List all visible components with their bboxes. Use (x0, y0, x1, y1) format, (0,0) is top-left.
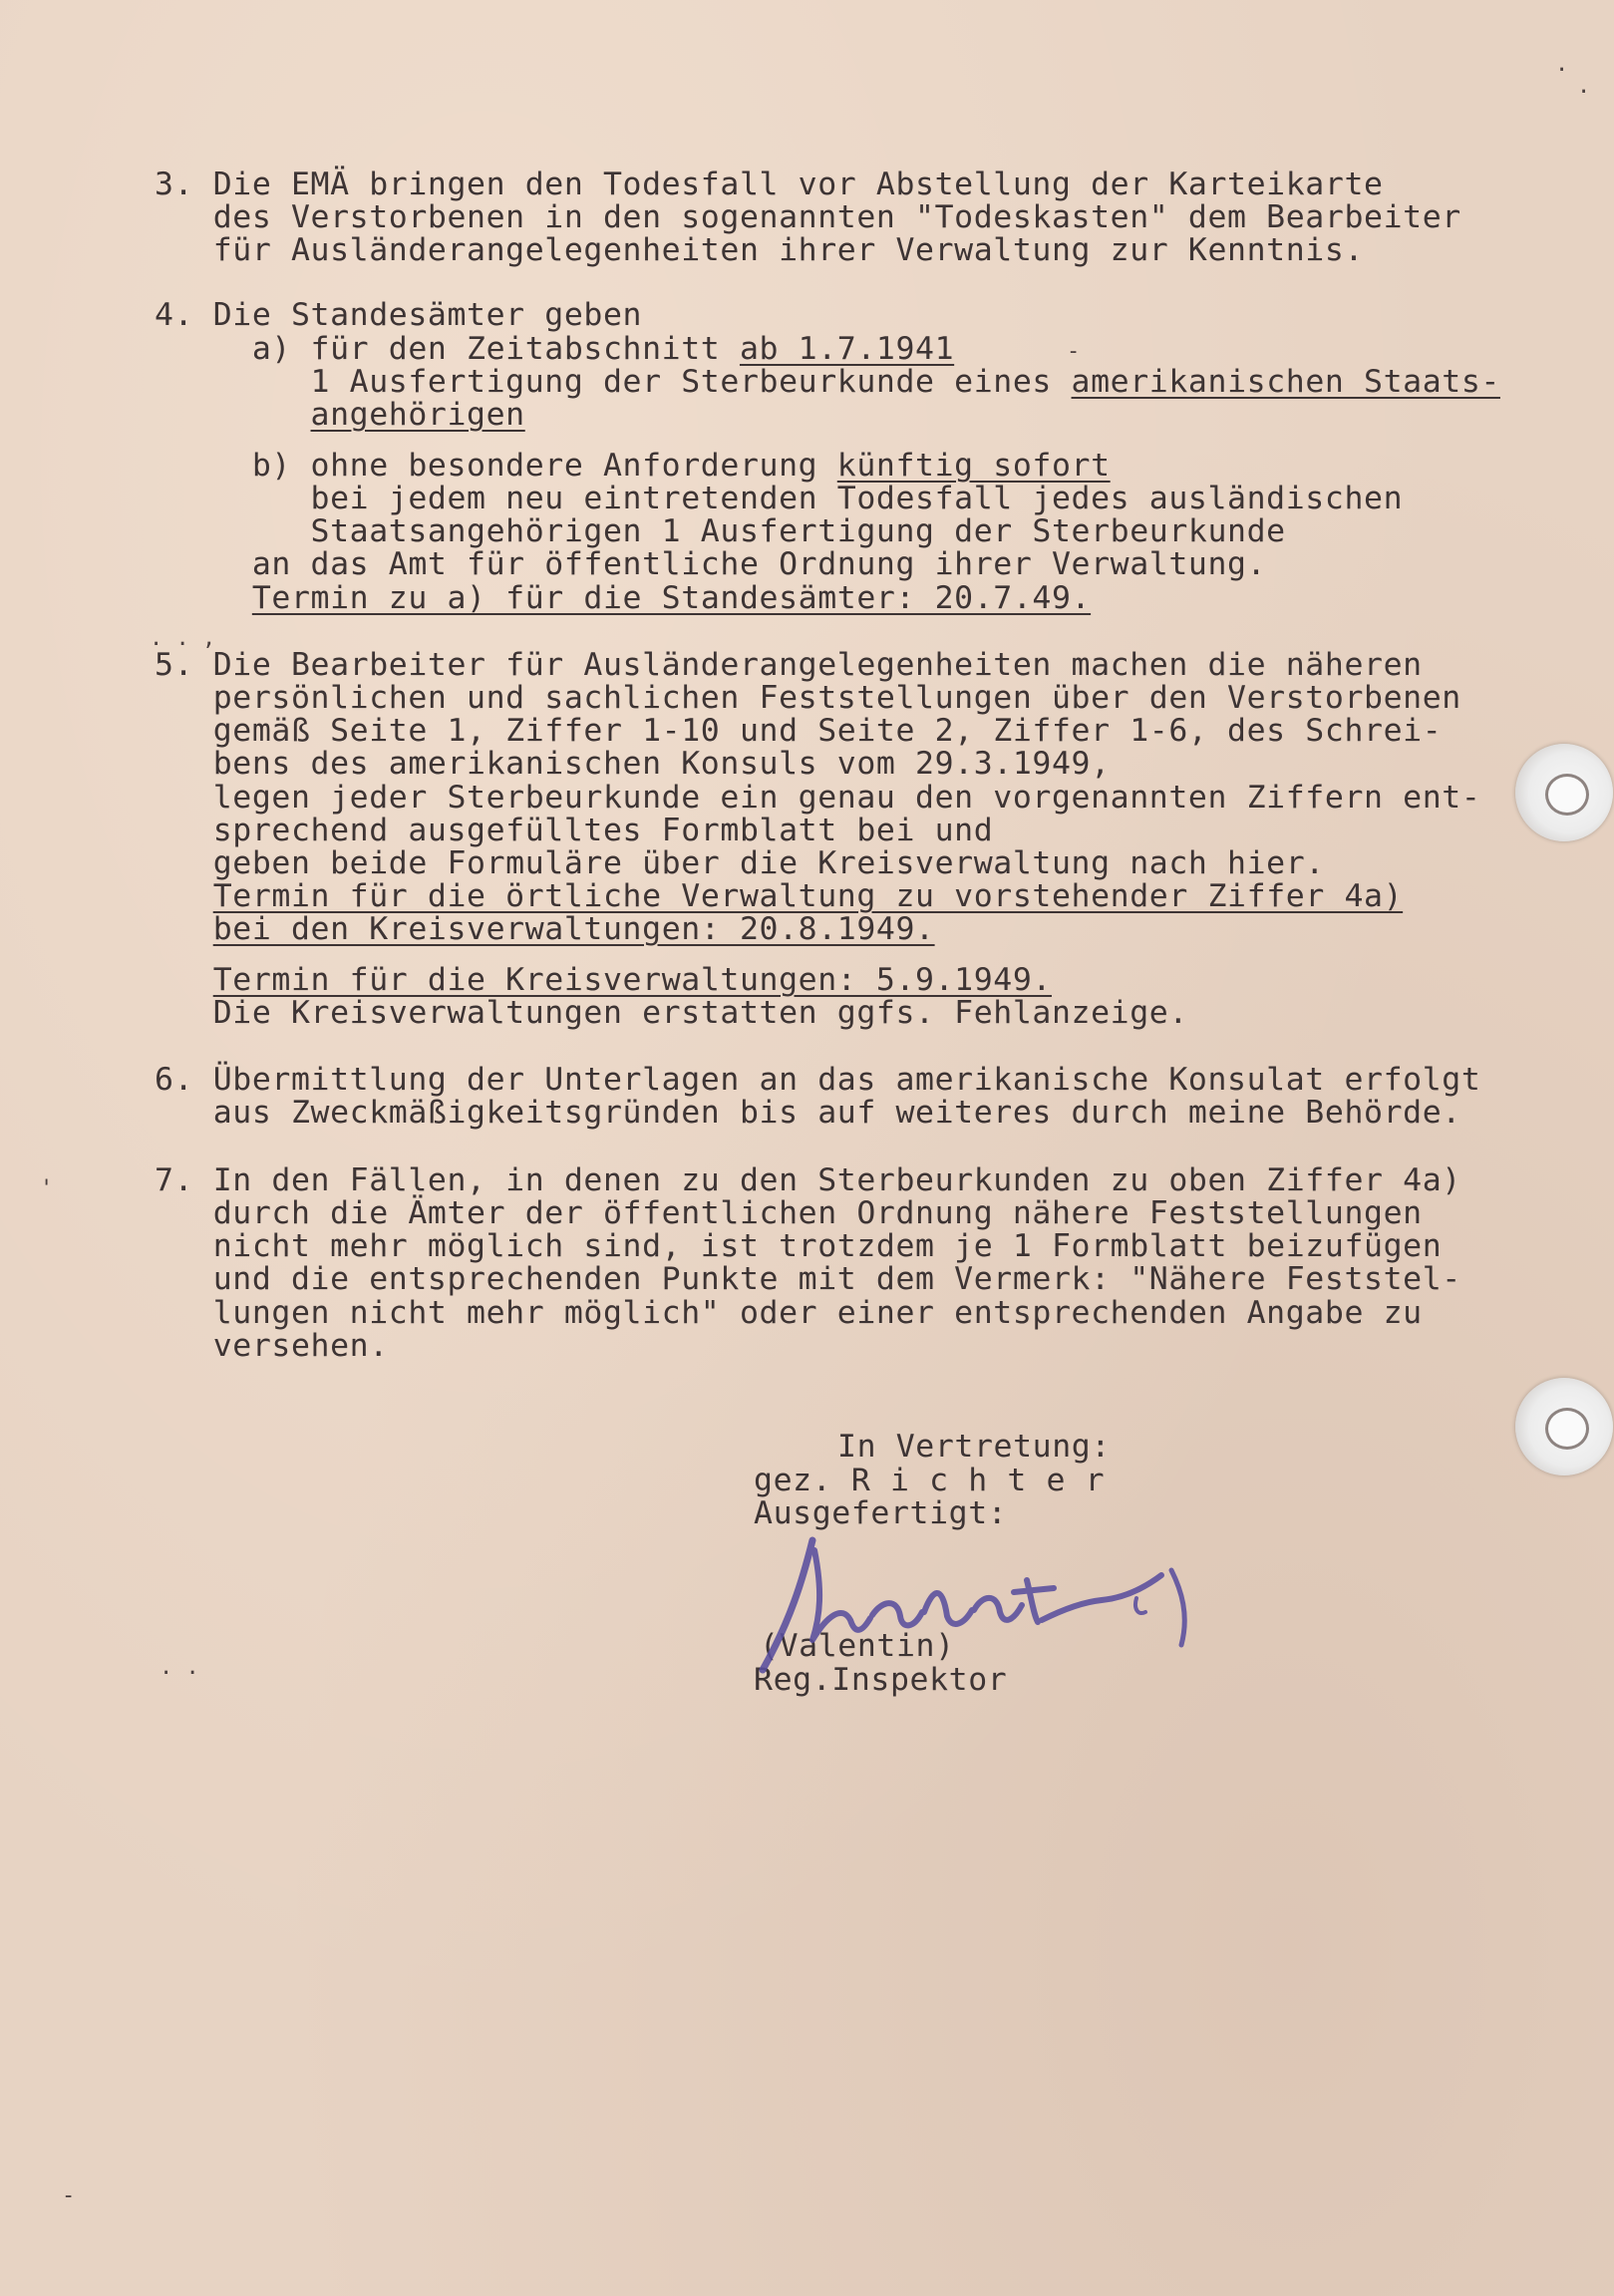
para-4-line-4 (155, 398, 525, 432)
para-4-date-range: ab 1.7.1941 (739, 331, 955, 367)
handwritten-signature (743, 1520, 1271, 1680)
para-5-line-1: 5. Die Bearbeiter für Ausländerangelegenheiten machen die näheren (155, 647, 1423, 683)
para-7-line-3: nicht mehr möglich sind, ist trotzdem je 1 Formblatt beizufügen (155, 1228, 1443, 1264)
para-5-line-11: Die Kreisverwaltungen erstatten ggfs. Fehlanzeige. (155, 995, 1188, 1031)
stray-mark: · (1555, 58, 1569, 83)
para-6-line-1: 6. Übermittlung der Unterlagen an das amerikanische Konsulat erfolgt (155, 1062, 1481, 1098)
closing-name: (Valentin) (760, 1628, 955, 1664)
para-4-item-a: a) für den Zeitabschnitt (155, 331, 740, 367)
para-4-line-3 (155, 365, 1500, 399)
para-5-line-5: legen jeder Sterbeurkunde ein genau den vorgenannten Ziffern ent- (155, 780, 1481, 816)
para-5-line-10 (155, 963, 1052, 997)
para-5-deadline-district-admin: Termin für die Kreisverwaltungen: 5.9.1949. (212, 962, 1052, 998)
para-7-line-4: und die entsprechenden Punkte mit dem Vermerk: "Nähere Feststel- (155, 1261, 1461, 1297)
para-4-line-7: Staatsangehörigen 1 Ausfertigung der Sterbeurkunde (155, 513, 1286, 549)
para-4-line-9 (155, 581, 1091, 615)
para-4-item-b: b) ohne besondere Anforderung (155, 448, 837, 484)
stray-mark: · (1577, 80, 1591, 105)
para-4-line-6: bei jedem neu eintretenden Todesfall jedes ausländischen (155, 481, 1404, 516)
para-4-line-5 (155, 449, 1111, 483)
stray-mark: - (62, 2183, 76, 2208)
para-4-line-2 (155, 332, 954, 366)
para-5-line-6: sprechend ausgefülltes Formblatt bei und (155, 813, 994, 848)
para-5-deadline-districts: bei den Kreisverwaltungen: 20.8.1949. (212, 911, 935, 947)
para-4-nationality-2: angehörigen (310, 397, 525, 433)
para-7-line-5: lungen nicht mehr möglich" oder einer entsprechenden Angabe zu (155, 1295, 1423, 1331)
closing-signed-by: gez. R i c h t e r (754, 1463, 1106, 1498)
para-5-line-8 (155, 879, 1403, 913)
para-3-line-2: des Verstorbenen in den sogenannten "Todeskasten" dem Bearbeiter (155, 199, 1461, 235)
para-7-line-6: versehen. (155, 1328, 389, 1364)
para-4-deadline: Termin zu a) für die Standesämter: 20.7.49. (251, 580, 1092, 616)
closing-issued: Ausgefertigt: (754, 1495, 1008, 1531)
closing-in-vertretung: In Vertretung: (837, 1429, 1111, 1465)
para-4-immediately: künftig sofort (836, 448, 1111, 484)
para-4-nationality-1: amerikanischen Staats- (1071, 364, 1500, 400)
punch-hole-upper (1515, 744, 1613, 841)
closing-title: Reg.Inspektor (754, 1662, 1008, 1698)
para-3-line-1: 3. Die EMÄ bringen den Todesfall vor Abstellung der Karteikarte (155, 166, 1384, 202)
para-7-line-2: durch die Ämter der öffentlichen Ordnung nähere Feststellungen (155, 1195, 1423, 1231)
para-5-line-3: gemäß Seite 1, Ziffer 1-10 und Seite 2, Ziffer 1-6, des Schrei- (155, 713, 1443, 749)
punch-hole-lower (1515, 1378, 1613, 1476)
stray-mark: - (1067, 339, 1081, 364)
stray-mark: . . , (150, 626, 216, 651)
para-4-line-1: 4. Die Standesämter geben (155, 297, 643, 333)
para-5-line-9 (155, 912, 935, 946)
stray-mark: ' (40, 1176, 54, 1201)
para-5-line-7: geben beide Formuläre über die Kreisverwaltung nach hier. (155, 845, 1325, 881)
para-3-line-3: für Ausländerangelegenheiten ihrer Verwaltung zur Kenntnis. (155, 232, 1365, 268)
para-5-deadline-local: Termin für die örtliche Verwaltung zu vorstehender Ziffer 4a) (212, 878, 1404, 914)
para-6-line-2: aus Zweckmäßigkeitsgründen bis auf weiteres durch meine Behörde. (155, 1095, 1461, 1131)
para-7-line-1: 7. In den Fällen, in denen zu den Sterbeurkunden zu oben Ziffer 4a) (155, 1162, 1461, 1198)
para-4-copy-text: 1 Ausfertigung der Sterbeurkunde eines (155, 364, 1072, 400)
para-5-line-4: bens des amerikanischen Konsuls vom 29.3.1949, (155, 746, 1111, 782)
stray-mark: . . (160, 1655, 199, 1680)
para-4-line-8: an das Amt für öffentliche Ordnung ihrer Verwaltung. (155, 546, 1267, 582)
para-5-line-2: persönlichen und sachlichen Feststellungen über den Verstorbenen (155, 680, 1461, 716)
